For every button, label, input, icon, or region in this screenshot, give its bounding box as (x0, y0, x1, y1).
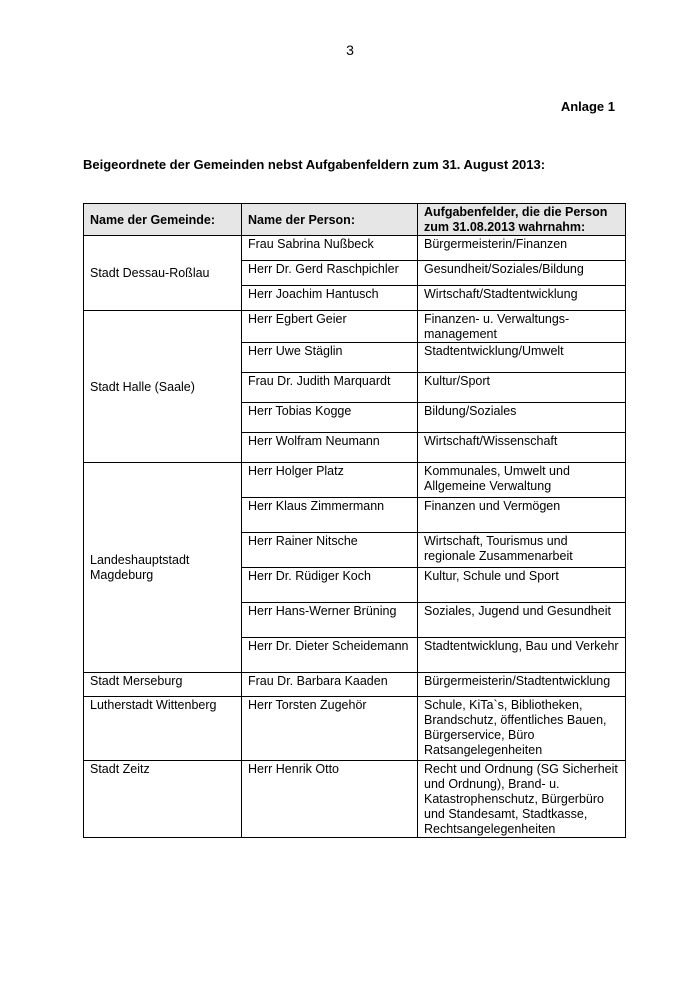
header-person: Name der Person: (242, 204, 418, 236)
person-cell: Herr Egbert Geier (242, 311, 418, 343)
person-cell: Herr Dr. Dieter Scheidemann (242, 638, 418, 673)
header-duties: Aufgabenfelder, die die Person zum 31.08.2013 wahrnahm: (418, 204, 626, 236)
page-number: 3 (346, 42, 354, 58)
document-heading: Beigeordnete der Gemeinden nebst Aufgabenfeldern zum 31. August 2013: (83, 157, 546, 172)
duties-cell: Stadtentwicklung/Umwelt (418, 343, 626, 373)
annex-label: Anlage 1 (560, 99, 615, 114)
table-row (84, 761, 626, 838)
table-row (84, 697, 626, 761)
person-cell: Frau Dr. Judith Marquardt (242, 373, 418, 403)
person-cell: Herr Rainer Nitsche (242, 533, 418, 568)
table-row (84, 311, 626, 343)
duties-cell: Bildung/Soziales (418, 403, 626, 433)
duties-cell: Gesundheit/Soziales/Bildung (418, 261, 626, 286)
person-cell: Herr Dr. Rüdiger Koch (242, 568, 418, 603)
municipality-cell: Stadt Zeitz (84, 761, 242, 838)
person-cell: Frau Sabrina Nußbeck (242, 236, 418, 261)
duties-cell: Soziales, Jugend und Gesundheit (418, 603, 626, 638)
person-cell: Herr Klaus Zimmermann (242, 498, 418, 533)
person-cell: Herr Joachim Hantusch (242, 286, 418, 311)
table-row (84, 673, 626, 697)
municipality-cell: Stadt Halle (Saale) (84, 311, 242, 463)
person-cell: Herr Henrik Otto (242, 761, 418, 838)
person-cell: Herr Hans-Werner Brüning (242, 603, 418, 638)
officials-table (83, 203, 626, 838)
person-cell: Frau Dr. Barbara Kaaden (242, 673, 418, 697)
duties-cell: Finanzen- u. Verwaltungs- management (418, 311, 626, 343)
duties-cell: Kommunales, Umwelt und Allgemeine Verwaltung (418, 463, 626, 498)
duties-cell: Kultur, Schule und Sport (418, 568, 626, 603)
person-cell: Herr Tobias Kogge (242, 403, 418, 433)
person-cell: Herr Uwe Stäglin (242, 343, 418, 373)
municipality-cell: Stadt Merseburg (84, 673, 242, 697)
table-header-row (84, 204, 626, 236)
municipality-cell: Landeshauptstadt Magdeburg (84, 463, 242, 673)
duties-cell: Stadtentwicklung, Bau und Verkehr (418, 638, 626, 673)
duties-cell: Recht und Ordnung (SG Sicherheit und Ordnung), Brand- u. Katastrophenschutz, Bürgerbüro und Standesamt, Stadtkasse, Rechtsangelegenheiten (418, 761, 626, 838)
municipality-cell: Stadt Dessau-Roßlau (84, 236, 242, 311)
person-cell: Herr Dr. Gerd Raschpichler (242, 261, 418, 286)
duties-cell: Kultur/Sport (418, 373, 626, 403)
table-row (84, 236, 626, 261)
duties-cell: Finanzen und Vermögen (418, 498, 626, 533)
table-row (84, 463, 626, 498)
person-cell: Herr Holger Platz (242, 463, 418, 498)
duties-cell: Wirtschaft, Tourismus und regionale Zusammenarbeit (418, 533, 626, 568)
duties-cell: Bürgermeisterin/Stadtentwicklung (418, 673, 626, 697)
duties-cell: Schule, KiTa`s, Bibliotheken, Brandschutz, öffentliches Bauen, Bürgerservice, Büro Ratsangelegenheiten (418, 697, 626, 761)
municipality-cell: Lutherstadt Wittenberg (84, 697, 242, 761)
duties-cell: Wirtschaft/Wissenschaft (418, 433, 626, 463)
person-cell: Herr Wolfram Neumann (242, 433, 418, 463)
person-cell: Herr Torsten Zugehör (242, 697, 418, 761)
duties-cell: Bürgermeisterin/Finanzen (418, 236, 626, 261)
header-municipality: Name der Gemeinde: (84, 204, 242, 236)
duties-cell: Wirtschaft/Stadtentwicklung (418, 286, 626, 311)
